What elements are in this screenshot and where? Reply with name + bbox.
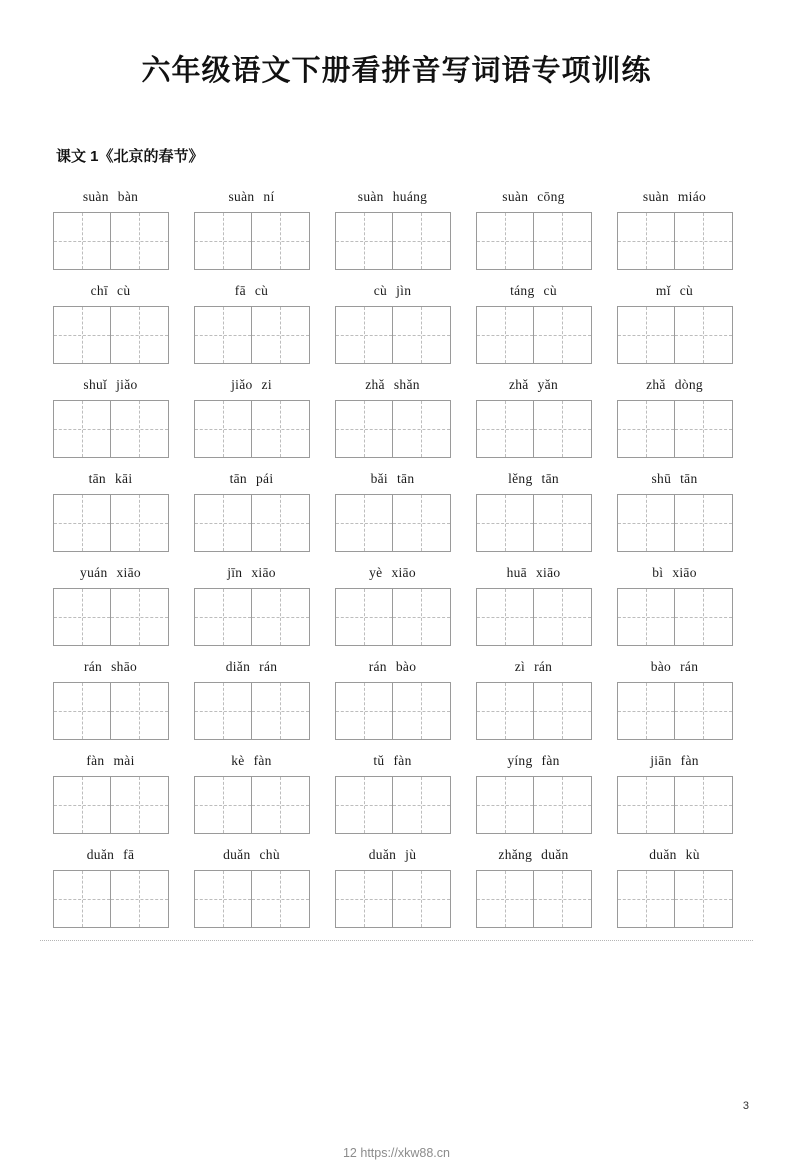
tianzige-box[interactable] — [675, 588, 733, 646]
exercise-row — [40, 658, 753, 740]
exercise-item — [322, 470, 463, 552]
tianzige-box[interactable] — [534, 776, 592, 834]
exercise-item — [463, 470, 604, 552]
tianzige-box[interactable] — [534, 588, 592, 646]
tianzige-box[interactable] — [111, 870, 169, 928]
answer-boxes[interactable] — [617, 494, 733, 552]
section-heading: 课文 1《北京的春节》 — [56, 148, 204, 165]
exercise-item — [463, 658, 604, 740]
pinyin-syllable: bǎi — [370, 470, 388, 486]
pinyin-syllable: suàn — [228, 188, 255, 204]
tianzige-box[interactable] — [534, 682, 592, 740]
answer-boxes[interactable] — [335, 870, 451, 928]
tianzige-box[interactable] — [617, 588, 675, 646]
answer-boxes[interactable] — [476, 400, 592, 458]
pinyin-syllable: fàn — [680, 752, 699, 768]
answer-boxes[interactable] — [476, 588, 592, 646]
exercise-row — [40, 376, 753, 458]
pinyin-syllable: bì — [652, 564, 664, 580]
pinyin-syllable: suàn — [502, 188, 529, 204]
pinyin-syllable: zi — [261, 376, 272, 392]
pinyin-syllable: tān — [229, 470, 247, 486]
answer-boxes[interactable] — [617, 400, 733, 458]
pinyin-syllable: ní — [263, 188, 275, 204]
pinyin-label — [80, 564, 141, 581]
tianzige-box[interactable] — [393, 682, 451, 740]
exercise-item — [181, 846, 322, 928]
page-number: 3 — [742, 1100, 749, 1112]
pinyin-syllable: huā — [506, 564, 527, 580]
answer-boxes[interactable] — [335, 682, 451, 740]
exercise-row — [40, 188, 753, 270]
tianzige-box[interactable] — [252, 870, 310, 928]
tianzige-box[interactable] — [53, 682, 111, 740]
tianzige-box[interactable] — [111, 776, 169, 834]
exercise-row — [40, 752, 753, 834]
exercise-item — [322, 376, 463, 458]
pinyin-syllable: dòng — [674, 376, 703, 392]
pinyin-syllable: fàn — [86, 752, 105, 768]
pinyin-label — [235, 282, 268, 299]
page-title: 六年级语文下册看拼音写词语专项训练 — [141, 55, 652, 87]
tianzige-box[interactable] — [534, 400, 592, 458]
exercise-item — [40, 846, 181, 928]
tianzige-box[interactable] — [335, 306, 393, 364]
pinyin-syllable: shǎn — [393, 376, 420, 392]
answer-boxes[interactable] — [335, 212, 451, 270]
pinyin-syllable: fàn — [253, 752, 272, 768]
tianzige-box[interactable] — [476, 870, 534, 928]
pinyin-syllable: yuán — [80, 564, 108, 580]
exercise-row — [40, 846, 753, 928]
footer-watermark: 12 https://xkw88.cn — [342, 1146, 450, 1160]
pinyin-syllable: suàn — [642, 188, 669, 204]
pinyin-syllable: jīn — [227, 564, 243, 580]
tianzige-box[interactable] — [617, 212, 675, 270]
pinyin-label — [508, 470, 559, 487]
answer-boxes[interactable] — [53, 494, 169, 552]
exercise-item — [322, 658, 463, 740]
pinyin-syllable: jiān — [650, 752, 672, 768]
tianzige-box[interactable] — [675, 306, 733, 364]
tianzige-box[interactable] — [111, 212, 169, 270]
pinyin-syllable: xiāo — [672, 564, 697, 580]
answer-boxes[interactable] — [335, 400, 451, 458]
tianzige-box[interactable] — [476, 776, 534, 834]
pinyin-syllable: chī — [90, 282, 109, 298]
exercise-item — [181, 752, 322, 834]
exercise-item — [604, 376, 745, 458]
answer-boxes[interactable] — [194, 494, 310, 552]
pinyin-syllable: rán — [83, 658, 103, 674]
pinyin-syllable: bàn — [117, 188, 139, 204]
pinyin-label — [498, 846, 568, 863]
exercise-item — [604, 658, 745, 740]
tianzige-box[interactable] — [534, 212, 592, 270]
pinyin-label — [656, 282, 693, 299]
exercise-item — [181, 188, 322, 270]
exercise-item — [463, 752, 604, 834]
tianzige-box[interactable] — [194, 212, 252, 270]
answer-boxes[interactable] — [617, 306, 733, 364]
pinyin-label — [226, 658, 278, 675]
pinyin-syllable: huáng — [392, 188, 428, 204]
pinyin-syllable: shū — [651, 470, 672, 486]
pinyin-label — [87, 846, 135, 863]
pinyin-label — [91, 282, 131, 299]
answer-boxes[interactable] — [194, 588, 310, 646]
exercise-item — [181, 564, 322, 646]
pinyin-syllable: rán — [259, 658, 278, 674]
pinyin-label — [83, 188, 138, 205]
tianzige-box[interactable] — [393, 776, 451, 834]
pinyin-syllable: zhǎ — [646, 376, 666, 392]
pinyin-syllable: cù — [117, 282, 131, 298]
answer-boxes[interactable] — [617, 776, 733, 834]
pinyin-syllable: táng — [510, 282, 535, 298]
tianzige-box[interactable] — [617, 776, 675, 834]
exercise-item — [604, 564, 745, 646]
tianzige-box[interactable] — [252, 400, 310, 458]
pinyin-syllable: duǎn — [541, 846, 569, 862]
answer-boxes[interactable] — [617, 682, 733, 740]
exercise-item — [463, 376, 604, 458]
answer-boxes[interactable] — [476, 212, 592, 270]
pinyin-syllable: jiǎo — [116, 376, 138, 392]
tianzige-box[interactable] — [194, 306, 252, 364]
exercise-row — [40, 282, 753, 364]
tianzige-box[interactable] — [111, 588, 169, 646]
pinyin-label — [373, 752, 411, 769]
tianzige-box[interactable] — [111, 400, 169, 458]
tianzige-box[interactable] — [534, 870, 592, 928]
tianzige-box[interactable] — [194, 494, 252, 552]
pinyin-label — [86, 752, 134, 769]
exercise-item — [40, 376, 181, 458]
pinyin-syllable: mài — [113, 752, 135, 768]
pinyin-syllable: jù — [405, 846, 417, 862]
tianzige-box[interactable] — [252, 776, 310, 834]
answer-boxes[interactable] — [53, 212, 169, 270]
pinyin-syllable: tān — [88, 470, 106, 486]
answer-boxes[interactable] — [53, 682, 169, 740]
tianzige-box[interactable] — [675, 400, 733, 458]
answer-boxes[interactable] — [194, 682, 310, 740]
tianzige-box[interactable] — [335, 212, 393, 270]
pinyin-syllable: bào — [395, 658, 417, 674]
pinyin-label — [646, 376, 703, 393]
pinyin-syllable: fā — [123, 846, 135, 862]
answer-boxes[interactable] — [335, 776, 451, 834]
pinyin-syllable: suàn — [357, 188, 384, 204]
answer-boxes[interactable] — [476, 776, 592, 834]
pinyin-syllable: jiǎo — [231, 376, 253, 392]
tianzige-box[interactable] — [476, 588, 534, 646]
pinyin-syllable: tān — [680, 470, 698, 486]
pinyin-syllable: xiāo — [116, 564, 141, 580]
exercise-item — [604, 752, 745, 834]
tianzige-box[interactable] — [252, 588, 310, 646]
tianzige-box[interactable] — [194, 682, 252, 740]
answer-boxes[interactable] — [335, 588, 451, 646]
tianzige-box[interactable] — [53, 400, 111, 458]
pinyin-label — [227, 564, 276, 581]
bottom-divider — [40, 940, 753, 941]
exercise-item — [40, 564, 181, 646]
exercise-grid — [0, 188, 793, 928]
pinyin-syllable: rán — [680, 658, 699, 674]
pinyin-syllable: duǎn — [86, 846, 115, 862]
pinyin-syllable: lěng — [508, 470, 533, 486]
pinyin-syllable: shāo — [111, 658, 138, 674]
pinyin-syllable: tān — [541, 470, 559, 486]
tianzige-box[interactable] — [476, 400, 534, 458]
exercise-item — [604, 846, 745, 928]
exercise-row — [40, 470, 753, 552]
tianzige-box[interactable] — [335, 400, 393, 458]
tianzige-box[interactable] — [393, 400, 451, 458]
answer-boxes[interactable] — [53, 870, 169, 928]
tianzige-box[interactable] — [53, 588, 111, 646]
answer-boxes[interactable] — [476, 306, 592, 364]
exercise-item — [40, 188, 181, 270]
pinyin-label — [502, 188, 564, 205]
pinyin-syllable: duǎn — [223, 846, 251, 862]
exercise-item — [604, 470, 745, 552]
tianzige-box[interactable] — [675, 870, 733, 928]
tianzige-box[interactable] — [675, 776, 733, 834]
answer-boxes[interactable] — [335, 306, 451, 364]
pinyin-label — [223, 846, 280, 863]
pinyin-label — [83, 376, 137, 393]
pinyin-syllable: pái — [256, 470, 274, 486]
answer-boxes[interactable] — [194, 870, 310, 928]
exercise-item — [322, 846, 463, 928]
tianzige-box[interactable] — [393, 494, 451, 552]
exercise-item — [40, 282, 181, 364]
pinyin-label — [509, 376, 558, 393]
pinyin-syllable: yè — [369, 564, 383, 580]
exercise-item — [322, 564, 463, 646]
tianzige-box[interactable] — [335, 494, 393, 552]
tianzige-box[interactable] — [393, 588, 451, 646]
pinyin-syllable: zhǎng — [498, 846, 533, 862]
exercise-item — [181, 470, 322, 552]
pinyin-label — [651, 470, 697, 487]
pinyin-label — [510, 282, 557, 299]
pinyin-syllable: chù — [259, 846, 280, 862]
answer-boxes[interactable] — [617, 588, 733, 646]
pinyin-syllable: cōng — [537, 188, 565, 204]
tianzige-box[interactable] — [476, 682, 534, 740]
exercise-item — [40, 470, 181, 552]
answer-boxes[interactable] — [53, 400, 169, 458]
pinyin-label — [231, 752, 271, 769]
pinyin-syllable: duǎn — [649, 846, 677, 862]
answer-boxes[interactable] — [194, 306, 310, 364]
pinyin-label — [507, 752, 559, 769]
tianzige-box[interactable] — [335, 776, 393, 834]
tianzige-box[interactable] — [335, 588, 393, 646]
tianzige-box[interactable] — [194, 588, 252, 646]
pinyin-label — [651, 658, 699, 675]
pinyin-syllable: xiāo — [251, 564, 276, 580]
tianzige-box[interactable] — [617, 400, 675, 458]
tianzige-box[interactable] — [252, 494, 310, 552]
pinyin-label — [515, 658, 552, 675]
tianzige-box[interactable] — [476, 212, 534, 270]
answer-boxes[interactable] — [476, 870, 592, 928]
answer-boxes[interactable] — [617, 870, 733, 928]
tianzige-box[interactable] — [534, 494, 592, 552]
pinyin-syllable: shuǐ — [83, 376, 108, 392]
tianzige-box[interactable] — [53, 306, 111, 364]
pinyin-syllable: yíng — [507, 752, 533, 768]
pinyin-syllable: fàn — [541, 752, 560, 768]
answer-boxes[interactable] — [617, 212, 733, 270]
exercise-row — [40, 564, 753, 646]
pinyin-syllable: zì — [514, 658, 526, 674]
worksheet-page — [0, 48, 793, 1170]
pinyin-label — [369, 846, 417, 863]
pinyin-label — [84, 658, 137, 675]
answer-boxes[interactable] — [53, 588, 169, 646]
tianzige-box[interactable] — [675, 212, 733, 270]
pinyin-label — [643, 188, 706, 205]
pinyin-syllable: diǎn — [225, 658, 251, 674]
pinyin-syllable: tǔ — [373, 752, 385, 768]
exercise-item — [181, 282, 322, 364]
pinyin-label — [369, 564, 416, 581]
tianzige-box[interactable] — [393, 870, 451, 928]
pinyin-label — [652, 564, 697, 581]
exercise-item — [463, 282, 604, 364]
pinyin-label — [228, 188, 274, 205]
pinyin-syllable: fā — [234, 282, 246, 298]
tianzige-box[interactable] — [335, 870, 393, 928]
tianzige-box[interactable] — [111, 494, 169, 552]
exercise-item — [463, 188, 604, 270]
tianzige-box[interactable] — [53, 212, 111, 270]
exercise-item — [604, 188, 745, 270]
pinyin-syllable: fàn — [393, 752, 412, 768]
answer-boxes[interactable] — [194, 212, 310, 270]
pinyin-label — [358, 188, 427, 205]
pinyin-syllable: suàn — [82, 188, 109, 204]
pinyin-label — [365, 376, 420, 393]
answer-boxes[interactable] — [476, 494, 592, 552]
tianzige-box[interactable] — [476, 306, 534, 364]
tianzige-box[interactable] — [617, 306, 675, 364]
pinyin-syllable: xiāo — [391, 564, 416, 580]
tianzige-box[interactable] — [53, 776, 111, 834]
pinyin-syllable: duǎn — [368, 846, 397, 862]
pinyin-syllable: cù — [543, 282, 557, 298]
tianzige-box[interactable] — [53, 494, 111, 552]
tianzige-box[interactable] — [617, 870, 675, 928]
pinyin-syllable: cù — [373, 282, 388, 298]
pinyin-label — [89, 470, 133, 487]
exercise-item — [463, 846, 604, 928]
pinyin-label — [650, 752, 699, 769]
pinyin-syllable: miáo — [677, 188, 707, 204]
pinyin-syllable: bào — [650, 658, 672, 674]
pinyin-syllable: jìn — [396, 282, 412, 298]
tianzige-box[interactable] — [53, 870, 111, 928]
pinyin-syllable: xiāo — [535, 564, 561, 580]
exercise-item — [40, 658, 181, 740]
tianzige-box[interactable] — [335, 682, 393, 740]
pinyin-label — [374, 282, 412, 299]
pinyin-label — [649, 846, 700, 863]
answer-boxes[interactable] — [194, 400, 310, 458]
pinyin-label — [230, 470, 274, 487]
exercise-item — [322, 282, 463, 364]
answer-boxes[interactable] — [53, 306, 169, 364]
exercise-item — [181, 658, 322, 740]
answer-boxes[interactable] — [335, 494, 451, 552]
tianzige-box[interactable] — [393, 306, 451, 364]
tianzige-box[interactable] — [393, 212, 451, 270]
pinyin-label — [371, 470, 415, 487]
pinyin-syllable: kāi — [115, 470, 133, 486]
pinyin-syllable: yǎn — [537, 376, 559, 392]
tianzige-box[interactable] — [252, 212, 310, 270]
exercise-item — [604, 282, 745, 364]
tianzige-box[interactable] — [534, 306, 592, 364]
tianzige-box[interactable] — [252, 306, 310, 364]
pinyin-syllable: kè — [231, 752, 245, 768]
tianzige-box[interactable] — [675, 682, 733, 740]
answer-boxes[interactable] — [476, 682, 592, 740]
pinyin-syllable: mǐ — [655, 282, 671, 298]
pinyin-syllable: zhǎ — [365, 376, 385, 392]
pinyin-syllable: tān — [397, 470, 415, 486]
tianzige-box[interactable] — [194, 870, 252, 928]
pinyin-syllable: rán — [534, 658, 553, 674]
tianzige-box[interactable] — [617, 682, 675, 740]
pinyin-label — [231, 376, 272, 393]
pinyin-syllable: cù — [254, 282, 269, 298]
tianzige-box[interactable] — [252, 682, 310, 740]
tianzige-box[interactable] — [194, 400, 252, 458]
pinyin-label — [369, 658, 417, 675]
exercise-item — [322, 752, 463, 834]
pinyin-syllable: kù — [685, 846, 700, 862]
tianzige-box[interactable] — [617, 494, 675, 552]
answer-boxes[interactable] — [53, 776, 169, 834]
tianzige-box[interactable] — [111, 306, 169, 364]
pinyin-label — [507, 564, 561, 581]
exercise-item — [40, 752, 181, 834]
tianzige-box[interactable] — [111, 682, 169, 740]
exercise-item — [322, 188, 463, 270]
pinyin-syllable: rán — [368, 658, 387, 674]
exercise-item — [181, 376, 322, 458]
tianzige-box[interactable] — [194, 776, 252, 834]
pinyin-syllable: cù — [679, 282, 694, 298]
pinyin-syllable: zhǎ — [508, 376, 529, 392]
tianzige-box[interactable] — [675, 494, 733, 552]
exercise-item — [463, 564, 604, 646]
tianzige-box[interactable] — [476, 494, 534, 552]
answer-boxes[interactable] — [194, 776, 310, 834]
